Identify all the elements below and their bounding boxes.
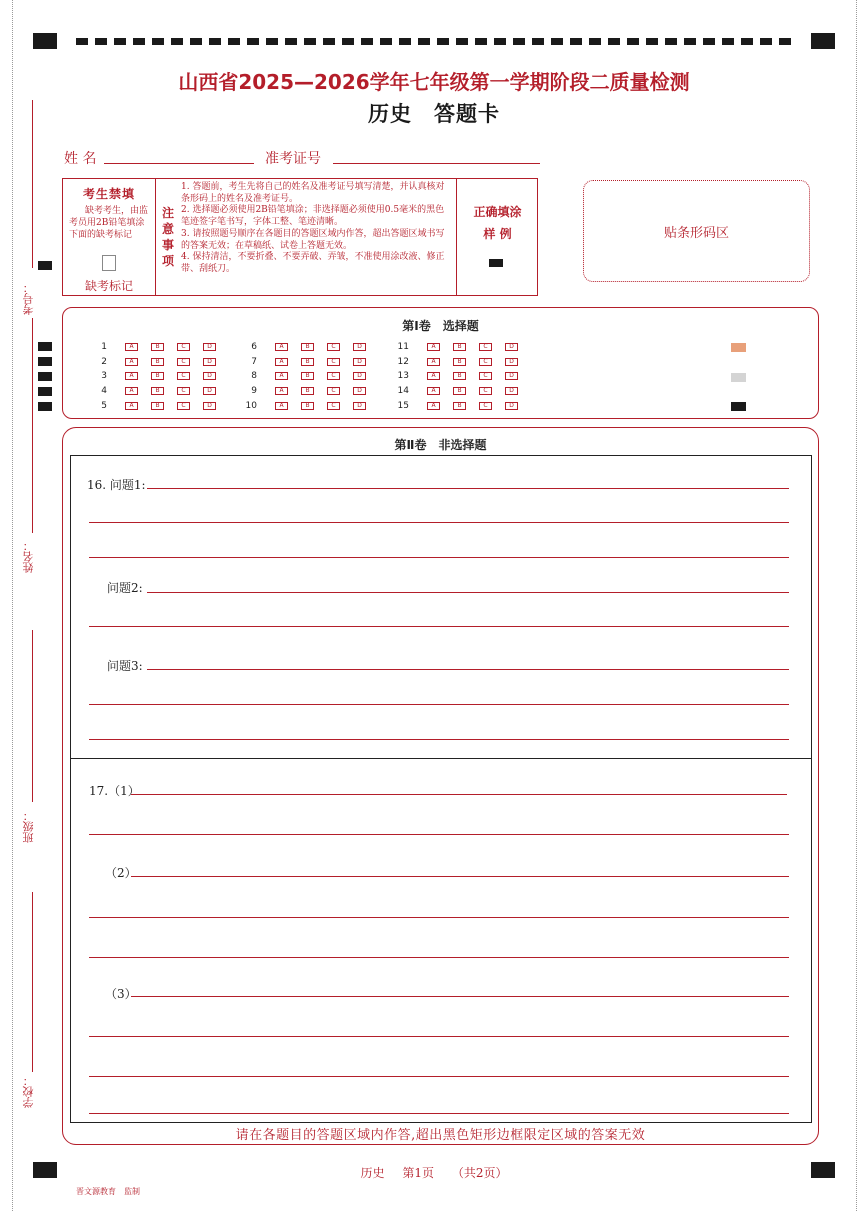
timing-mark xyxy=(323,38,335,45)
question-number: 2 xyxy=(101,357,107,367)
option-bubble-c[interactable]: C xyxy=(327,372,340,380)
timing-mark xyxy=(741,38,753,45)
option-bubble-c[interactable]: C xyxy=(479,358,492,366)
timing-mark xyxy=(399,38,411,45)
sample-line1: 正确填涂 xyxy=(473,205,522,219)
exam-no-label: 准考证号 xyxy=(265,151,321,167)
corner-mark-top-right xyxy=(811,33,835,49)
left-tick-mark xyxy=(38,372,52,381)
answer-area xyxy=(70,455,812,1123)
absent-cell xyxy=(63,179,156,295)
option-bubble-b[interactable]: B xyxy=(301,372,314,380)
timing-mark xyxy=(171,38,183,45)
option-bubble-d[interactable]: D xyxy=(203,387,216,395)
notice-list xyxy=(181,182,452,276)
option-bubble-c[interactable]: C xyxy=(327,402,340,410)
left-tick-mark xyxy=(38,342,52,351)
timing-mark-track xyxy=(76,38,798,45)
corner-mark-top-left xyxy=(33,33,57,49)
timing-mark xyxy=(95,38,107,45)
side-label-school: 学校： xyxy=(22,1075,35,1108)
option-bubble-a[interactable]: A xyxy=(275,387,288,395)
left-tick-mark xyxy=(38,402,52,411)
option-bubble-a[interactable]: A xyxy=(125,372,138,380)
timing-mark xyxy=(152,38,164,45)
option-bubble-d[interactable]: D xyxy=(505,387,518,395)
answer-line[interactable] xyxy=(89,522,789,523)
footer-subject: 历史 xyxy=(360,1166,385,1180)
exam-no-input-line[interactable] xyxy=(333,163,540,164)
timing-mark xyxy=(722,38,734,45)
q16-sub3-label: 问题3: xyxy=(107,659,143,673)
q16-label: 16. 问题1: xyxy=(87,478,146,492)
timing-mark xyxy=(570,38,582,45)
answer-line[interactable] xyxy=(131,794,787,795)
option-bubble-a[interactable]: A xyxy=(427,343,440,351)
side-line-name xyxy=(32,318,33,533)
question-number: 13 xyxy=(397,371,409,381)
option-bubble-a[interactable]: A xyxy=(275,402,288,410)
answer-line[interactable] xyxy=(131,996,789,997)
answer-line[interactable] xyxy=(89,557,789,558)
card-subtitle xyxy=(0,98,868,128)
answer-line[interactable] xyxy=(147,592,789,593)
option-bubble-a[interactable]: A xyxy=(275,358,288,366)
timing-mark xyxy=(684,38,696,45)
question-number: 14 xyxy=(397,386,409,396)
notice-title xyxy=(161,205,175,269)
answer-line[interactable] xyxy=(131,876,789,877)
notice-title-char: 意 xyxy=(161,222,174,236)
question-number: 11 xyxy=(397,342,409,352)
q17-sub2-label: （2） xyxy=(105,866,137,880)
option-bubble-c[interactable]: C xyxy=(327,387,340,395)
question-number: 8 xyxy=(251,371,257,381)
timing-mark xyxy=(285,38,297,45)
option-bubble-b[interactable]: B xyxy=(301,402,314,410)
timing-mark xyxy=(608,38,620,45)
legend-swatch xyxy=(731,373,746,382)
footer-total: （共2页） xyxy=(451,1166,508,1180)
timing-mark xyxy=(494,38,506,45)
option-bubble-d[interactable]: D xyxy=(505,358,518,366)
option-bubble-a[interactable]: A xyxy=(125,387,138,395)
answer-line[interactable] xyxy=(89,704,789,705)
option-bubble-c[interactable]: C xyxy=(177,358,190,366)
q17-sub3-label: （3） xyxy=(105,987,137,1001)
option-bubble-a[interactable]: A xyxy=(125,343,138,351)
timing-mark xyxy=(114,38,126,45)
side-label-exam-no: 考号： xyxy=(22,282,35,315)
option-bubble-d[interactable]: D xyxy=(353,372,366,380)
absent-mark-label: 缺考标记 xyxy=(84,279,133,293)
timing-mark xyxy=(228,38,240,45)
notice-item: 3. 请按照题号顺序在各题目的答题区域内作答，超出答题区域书写的答案无效；在草稿纸、试卷上答题无效。 xyxy=(181,228,445,251)
answer-line[interactable] xyxy=(89,834,789,835)
timing-mark xyxy=(266,38,278,45)
right-dotted-edge xyxy=(856,0,857,1211)
option-bubble-a[interactable]: A xyxy=(427,358,440,366)
answer-line[interactable] xyxy=(147,669,789,670)
option-bubble-b[interactable]: B xyxy=(151,387,164,395)
notice-title-char: 注 xyxy=(161,206,174,220)
answer-line[interactable] xyxy=(89,626,789,627)
option-bubble-b[interactable]: B xyxy=(453,402,466,410)
option-bubble-c[interactable]: C xyxy=(177,402,190,410)
side-label-class: 班级： xyxy=(22,810,35,843)
option-bubble-d[interactable]: D xyxy=(353,358,366,366)
option-bubble-d[interactable]: D xyxy=(203,343,216,351)
timing-mark xyxy=(475,38,487,45)
option-bubble-d[interactable]: D xyxy=(353,343,366,351)
section-choice-title: 第Ⅰ卷 选择题 xyxy=(402,319,479,333)
footer-page: 第1页 xyxy=(402,1166,434,1180)
choice-grid xyxy=(63,308,818,418)
timing-mark xyxy=(133,38,145,45)
timing-mark xyxy=(304,38,316,45)
candidate-info-table xyxy=(62,178,538,296)
timing-mark xyxy=(247,38,259,45)
answer-line[interactable] xyxy=(89,917,789,918)
answer-line[interactable] xyxy=(89,1076,789,1077)
timing-mark xyxy=(532,38,544,45)
option-bubble-a[interactable]: A xyxy=(125,358,138,366)
option-bubble-b[interactable]: B xyxy=(151,372,164,380)
question-number: 3 xyxy=(101,371,107,381)
option-bubble-a[interactable]: A xyxy=(275,372,288,380)
timing-mark xyxy=(418,38,430,45)
option-bubble-b[interactable]: B xyxy=(301,358,314,366)
section-choice xyxy=(62,307,819,419)
answer-line[interactable] xyxy=(147,488,789,489)
question-number: 6 xyxy=(251,342,257,352)
left-dotted-edge xyxy=(12,0,13,1211)
question-number: 4 xyxy=(101,386,107,396)
timing-mark xyxy=(76,38,88,45)
option-bubble-d[interactable]: D xyxy=(203,402,216,410)
option-bubble-a[interactable]: A xyxy=(125,402,138,410)
answer-line[interactable] xyxy=(89,1036,789,1037)
legend-swatch xyxy=(731,402,746,411)
q16-sub2-label: 问题2: xyxy=(107,581,143,595)
section-non-choice-title: 第Ⅱ卷 非选择题 xyxy=(394,438,487,452)
timing-mark xyxy=(646,38,658,45)
name-input-line[interactable] xyxy=(104,163,254,164)
question-number: 1 xyxy=(101,342,107,352)
timing-mark xyxy=(779,38,791,45)
side-line-school xyxy=(32,892,33,1072)
side-label-name: 姓名： xyxy=(22,540,35,573)
producer-credit: 晋文源教育 监制 xyxy=(76,1187,140,1196)
absent-mark-box[interactable] xyxy=(102,255,116,271)
timing-mark xyxy=(361,38,373,45)
answer-line[interactable] xyxy=(89,1113,789,1114)
timing-mark xyxy=(380,38,392,45)
left-tick-mark xyxy=(38,357,52,366)
page-footer xyxy=(0,1164,868,1181)
question-number: 7 xyxy=(251,357,257,367)
notice-item: 2. 选择题必须使用2B铅笔填涂；非选择题必须使用0.5毫米的黑色笔迹签字笔书写，字体工整、笔迹清晰。 xyxy=(181,205,445,228)
question-number: 9 xyxy=(251,386,257,396)
exam-title: 山西省2025—2026学年七年级第一学期阶段二质量检测 xyxy=(178,70,690,94)
timing-mark xyxy=(760,38,772,45)
option-bubble-b[interactable]: B xyxy=(151,343,164,351)
option-bubble-b[interactable]: B xyxy=(301,343,314,351)
subject-name: 历史 xyxy=(368,102,412,126)
card-name: 答题卡 xyxy=(434,102,500,126)
timing-mark xyxy=(589,38,601,45)
option-bubble-c[interactable]: C xyxy=(177,387,190,395)
option-bubble-c[interactable]: C xyxy=(327,358,340,366)
option-bubble-c[interactable]: C xyxy=(479,387,492,395)
sample-cell xyxy=(457,179,538,295)
option-bubble-d[interactable]: D xyxy=(505,402,518,410)
timing-mark xyxy=(209,38,221,45)
option-bubble-d[interactable]: D xyxy=(203,358,216,366)
question-number: 15 xyxy=(397,401,409,411)
left-tick-mark xyxy=(38,387,52,396)
notice-cell xyxy=(156,179,457,295)
option-bubble-a[interactable]: A xyxy=(427,372,440,380)
name-label: 姓 名 xyxy=(64,151,97,167)
option-bubble-b[interactable]: B xyxy=(453,358,466,366)
sample-filled-mark xyxy=(489,259,503,267)
question-number: 5 xyxy=(101,401,107,411)
option-bubble-c[interactable]: C xyxy=(479,402,492,410)
option-bubble-d[interactable]: D xyxy=(353,387,366,395)
option-bubble-d[interactable]: D xyxy=(505,343,518,351)
timing-mark xyxy=(190,38,202,45)
timing-mark xyxy=(456,38,468,45)
option-bubble-c[interactable]: C xyxy=(327,343,340,351)
notice-item: 1. 答题前，考生先将自己的姓名及准考证号填写清楚，并认真核对条形码上的姓名及准考证号。 xyxy=(181,182,445,204)
option-bubble-c[interactable]: C xyxy=(177,343,190,351)
sample-line2: 样 例 xyxy=(483,227,512,241)
question-divider xyxy=(71,758,811,759)
option-bubble-b[interactable]: B xyxy=(301,387,314,395)
timing-mark xyxy=(513,38,525,45)
option-bubble-b[interactable]: B xyxy=(151,402,164,410)
timing-mark xyxy=(437,38,449,45)
option-bubble-a[interactable]: A xyxy=(427,402,440,410)
barcode-area xyxy=(583,180,810,282)
absent-desc: 缺考考生，由监考员用2B铅笔填涂下面的缺考标记 xyxy=(69,206,149,240)
option-bubble-b[interactable]: B xyxy=(453,343,466,351)
question-number: 12 xyxy=(397,357,409,367)
option-bubble-b[interactable]: B xyxy=(151,358,164,366)
answer-line[interactable] xyxy=(89,957,789,958)
answer-line[interactable] xyxy=(89,739,789,740)
option-bubble-b[interactable]: B xyxy=(453,387,466,395)
option-bubble-d[interactable]: D xyxy=(505,372,518,380)
barcode-label: 贴条形码区 xyxy=(663,225,729,241)
legend-swatch xyxy=(731,343,746,352)
option-bubble-b[interactable]: B xyxy=(453,372,466,380)
absent-title: 考生禁填 xyxy=(82,187,135,201)
q17-label: 17.（1） xyxy=(89,784,140,798)
option-bubble-a[interactable]: A xyxy=(275,343,288,351)
option-bubble-d[interactable]: D xyxy=(203,372,216,380)
left-tick-mark xyxy=(38,261,52,270)
option-bubble-d[interactable]: D xyxy=(353,402,366,410)
side-line-class xyxy=(32,630,33,802)
option-bubble-c[interactable]: C xyxy=(479,343,492,351)
option-bubble-c[interactable]: C xyxy=(177,372,190,380)
timing-mark xyxy=(551,38,563,45)
question-number: 10 xyxy=(245,401,257,411)
option-bubble-a[interactable]: A xyxy=(427,387,440,395)
notice-title-char: 事 xyxy=(161,238,174,252)
timing-mark xyxy=(703,38,715,45)
timing-mark xyxy=(627,38,639,45)
notice-item: 4. 保持清洁，不要折叠、不要弄破、弄皱，不准使用涂改液、修正带、刮纸刀。 xyxy=(181,252,445,274)
timing-mark xyxy=(342,38,354,45)
option-bubble-c[interactable]: C xyxy=(479,372,492,380)
notice-title-char: 项 xyxy=(161,254,174,268)
timing-mark xyxy=(665,38,677,45)
bottom-note: 请在各题目的答题区域内作答,超出黑色矩形边框限定区域的答案无效 xyxy=(235,1128,646,1143)
